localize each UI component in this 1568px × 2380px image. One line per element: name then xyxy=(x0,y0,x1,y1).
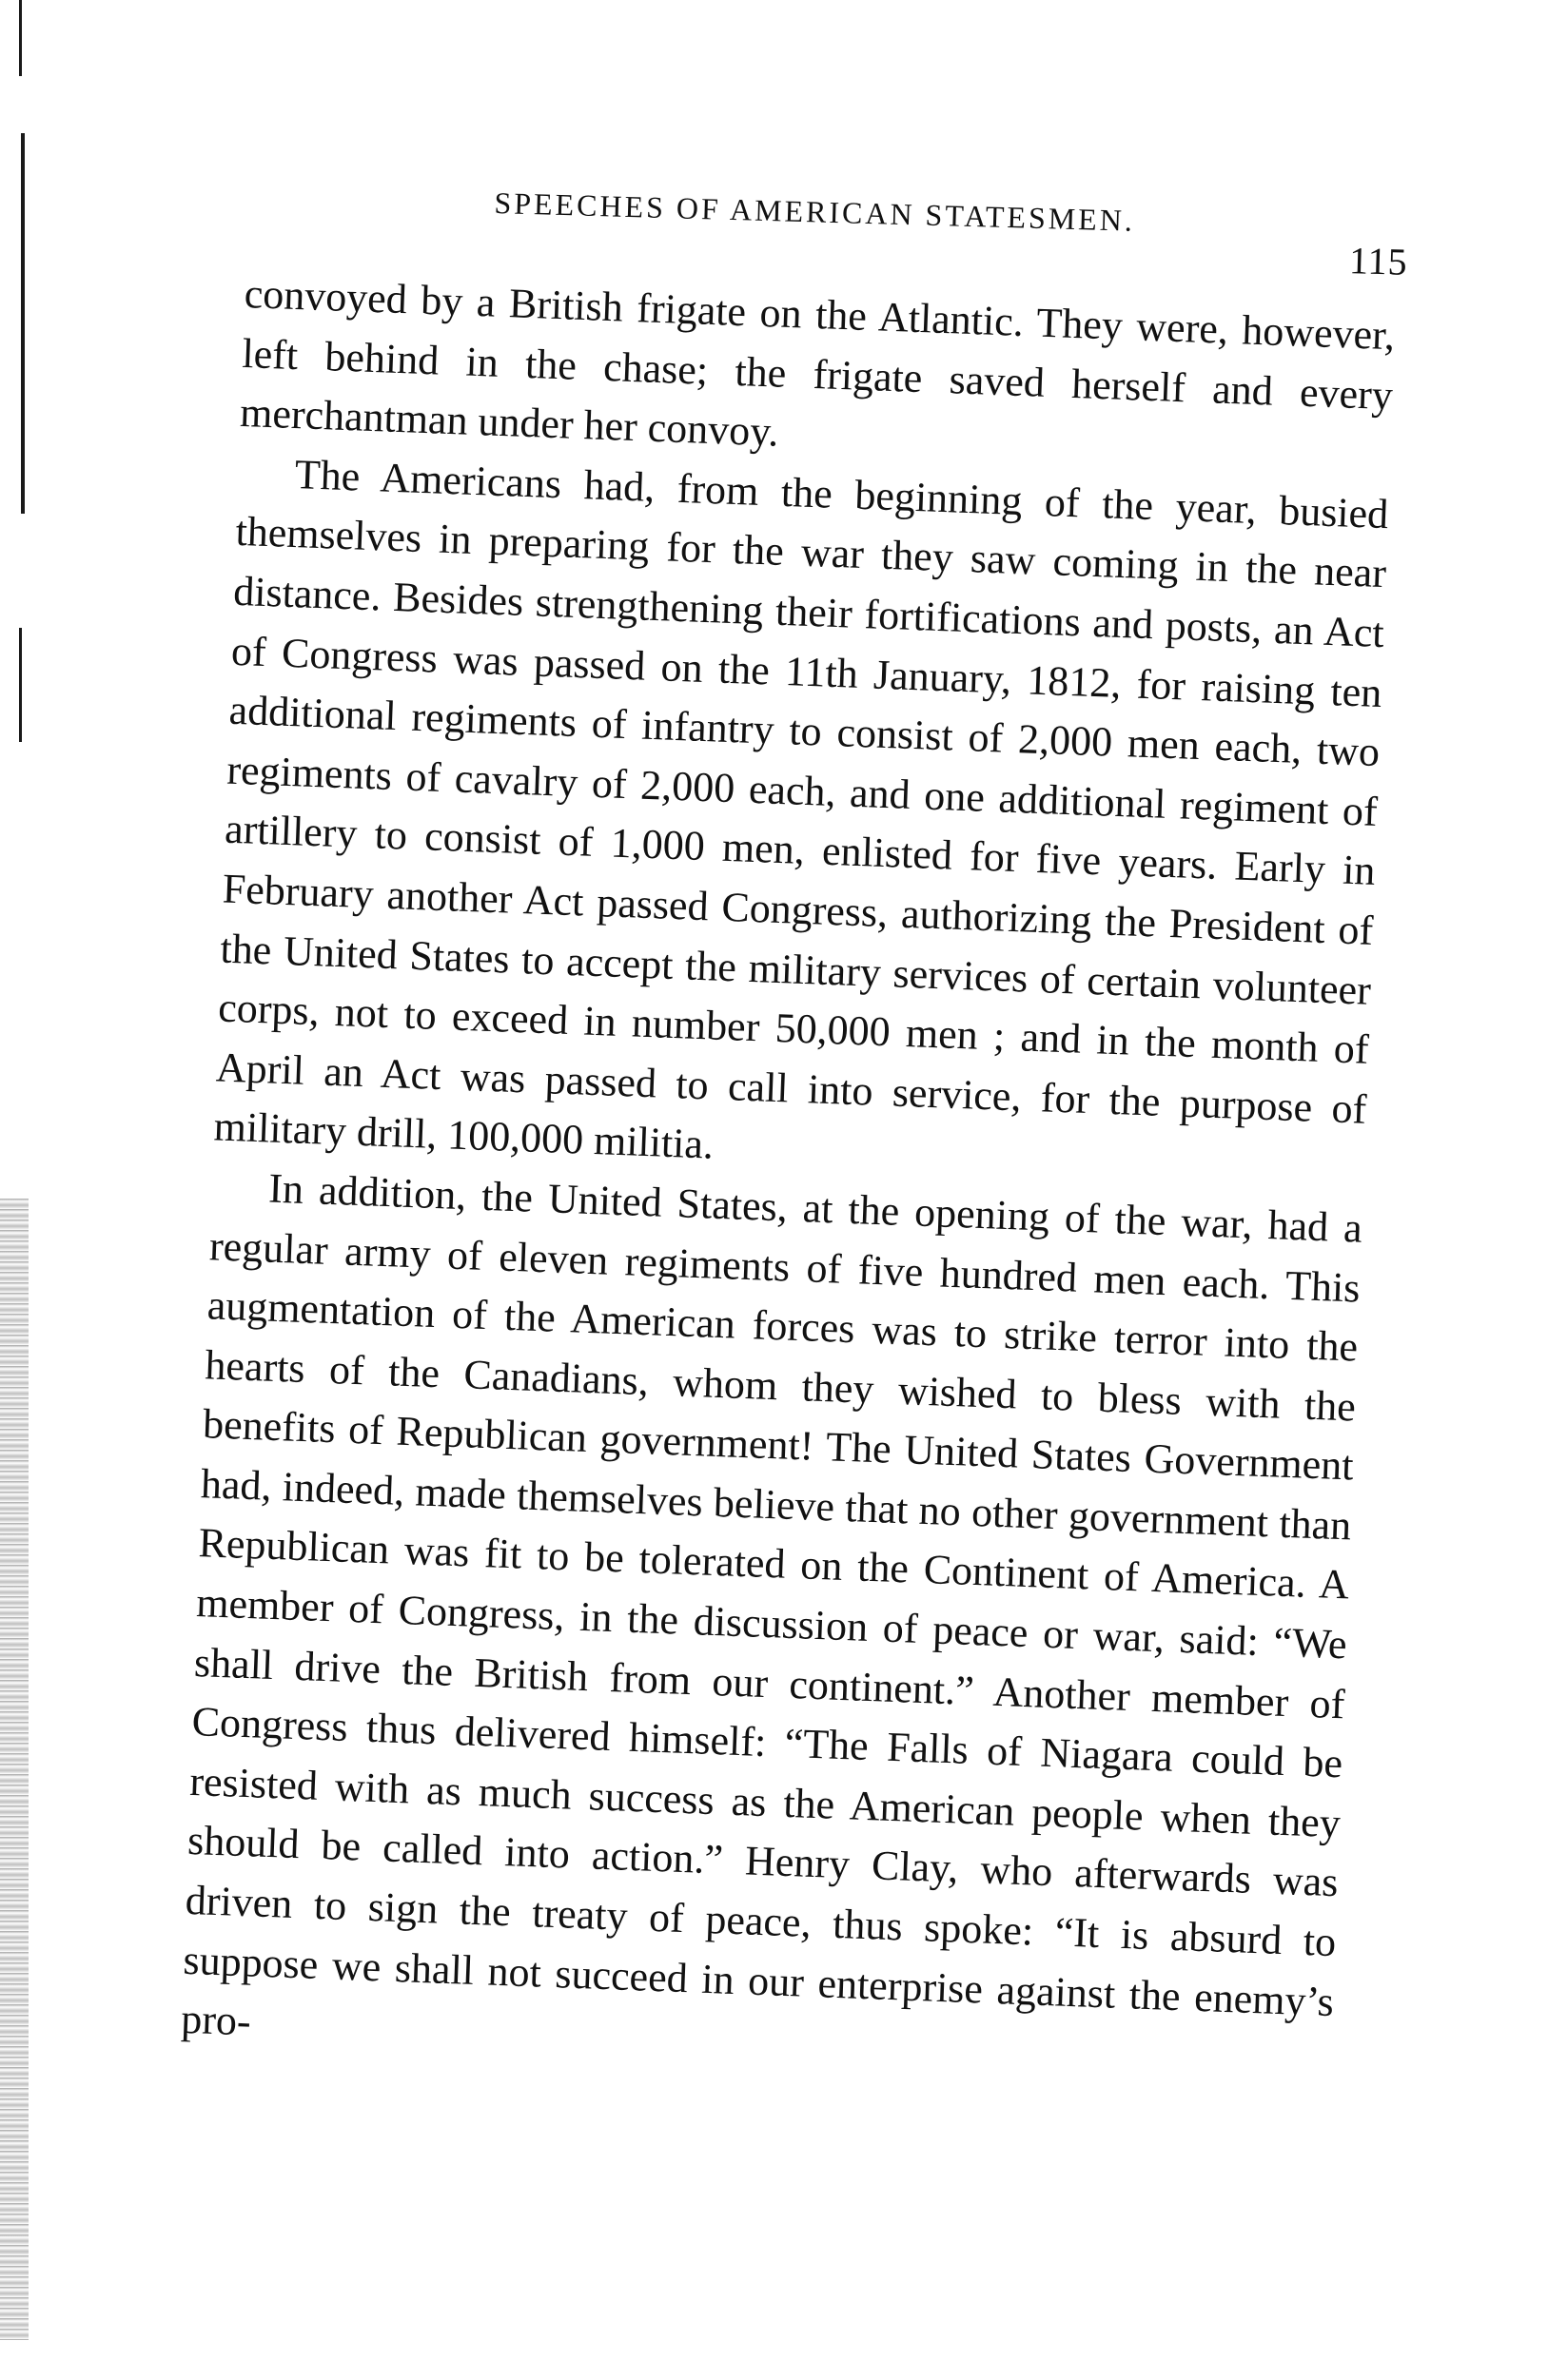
scan-edge-mark-middle xyxy=(19,628,22,742)
scan-edge-noise-lower xyxy=(0,1199,29,2340)
scan-edge-mark-upper xyxy=(21,133,25,514)
paragraph-2: The Americans had, from the beginning of the year, busied themselves in preparing for the war they saw coming in the near distance. Besides strengthening their fortifications and posts, an Act of Congress was passed on the 11th January, 1812, for raising ten additional regiments of infantry to consist of 2,000 men each, two regiments of cavalry of 2,000 each, and one additional regiment of artillery to consist of 1,000 men, enlisted for five years. Early in February another Act passed Congress, authorizing the President of the United States to accept the military services of certain volunteer corps, not to exceed in number 50,000 men ; and in the month of April an Act was passed to call into service, for the purpose of military drill, 100,000 militia. xyxy=(212,450,1390,1168)
page-number: 115 xyxy=(1348,239,1409,283)
paragraph-3: In addition, the United States, at the opening of the war, had a regular army of eleven regiments of five hundred men each. This augmentation of the American forces was to strike terror into the hearts of the Canadians, whom they wished to bless with the benefits of Republican government! The United States Government had, indeed, made themselves believe that no other government than Republican was fit to be tolerated on the Continent of America. A member of Congress, in the discussion of peace or war, said: “We shall drive the British from our continent.” Another member of Congress thus delivered himself: “The Falls of Niagara could be resisted with as much success as the American people when they should be called into action.” Henry Clay, who afterwards was driven to sign the treaty of peace, thus spoke: “It is absurd to suppose we shall not succeed in our enterprise against the enemy’s pro- xyxy=(180,1164,1363,2045)
page-header xyxy=(493,185,1409,283)
scan-edge-mark-top xyxy=(19,0,22,76)
paragraph-1: convoyed by a British frigate on the Atlantic. They were, however, left behind in the chase; the frigate saved herself and every merchantman under her convoy. xyxy=(239,269,1396,456)
body-text xyxy=(180,264,1396,2092)
running-head: SPEECHES OF AMERICAN STATESMEN. xyxy=(493,185,1136,238)
